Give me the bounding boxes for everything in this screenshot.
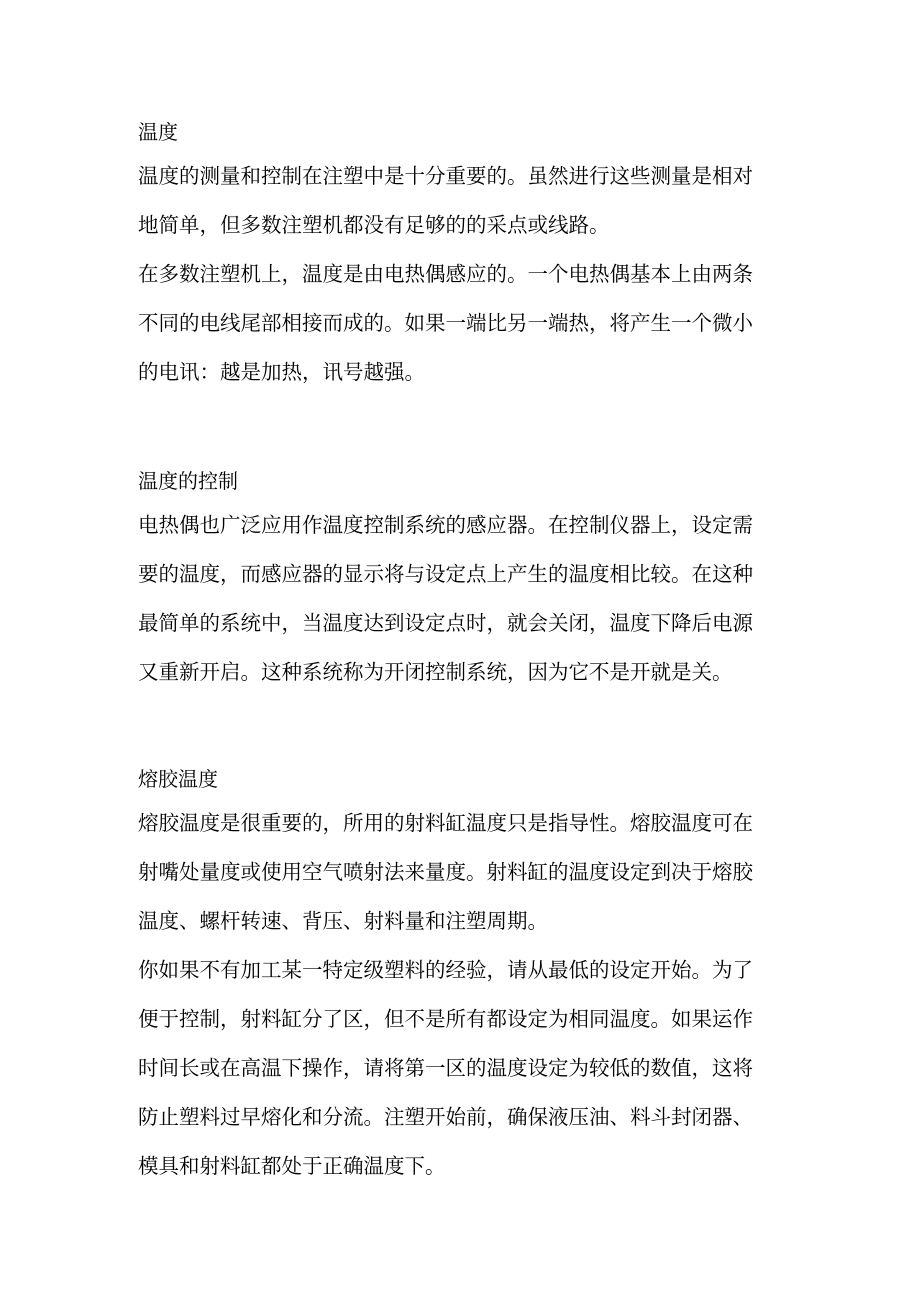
section-melt-temperature <box>138 759 793 1191</box>
text-line: 电热偶也广泛应用作温度控制系统的感应器。在控制仪器上，设定需 <box>138 513 753 537</box>
section-heading: 熔胶温度 <box>138 767 218 791</box>
text-line: 在多数注塑机上，温度是由电热偶感应的。一个电热偶基本上由两条 <box>138 262 753 286</box>
paragraph <box>138 799 793 946</box>
text-line: 防止塑料过早熔化和分流。注塑开始前，确保液压油、料斗封闭器、 <box>138 1105 753 1129</box>
section-heading: 温度的控制 <box>138 469 238 493</box>
text-line: 不同的电线尾部相接而成的。如果一端比另一端热，将产生一个微小 <box>138 311 753 335</box>
document-page <box>138 112 793 1191</box>
text-line: 你如果不有加工某一特定级塑料的经验，请从最低的设定开始。为了 <box>138 958 753 982</box>
text-line: 便于控制，射料缸分了区，但不是所有都设定为相同温度。如果运作 <box>138 1007 753 1031</box>
text-line: 要的温度，而感应器的显示将与设定点上产生的温度相比较。在这种 <box>138 562 753 586</box>
text-line: 又重新开启。这种系统称为开闭控制系统，因为它不是开就是关。 <box>138 660 733 684</box>
text-line: 地简单，但多数注塑机都没有足够的的采点或线路。 <box>138 213 610 237</box>
paragraph <box>138 152 793 250</box>
section-heading: 温度 <box>138 120 178 144</box>
section-spacer <box>138 697 793 759</box>
section-spacer <box>138 397 793 461</box>
section-temperature-control <box>138 461 793 697</box>
text-line: 最简单的系统中，当温度达到设定点时，就会关闭，温度下降后电源 <box>138 611 753 635</box>
paragraph <box>138 946 793 1191</box>
text-line: 温度、螺杆转速、背压、射料量和注塑周期。 <box>138 909 548 933</box>
text-line: 射嘴处量度或使用空气喷射法来量度。射料缸的温度设定到决于熔胶 <box>138 860 753 884</box>
text-line: 熔胶温度是很重要的，所用的射料缸温度只是指导性。熔胶温度可在 <box>138 811 753 835</box>
text-line: 模具和射料缸都处于正确温度下。 <box>138 1154 446 1178</box>
section-temperature <box>138 112 793 397</box>
paragraph <box>138 501 793 697</box>
text-line: 的电讯：越是加热，讯号越强。 <box>138 360 425 384</box>
paragraph <box>138 250 793 397</box>
text-line: 温度的测量和控制在注塑中是十分重要的。虽然进行这些测量是相对 <box>138 164 753 188</box>
text-line: 时间长或在高温下操作，请将第一区的温度设定为较低的数值，这将 <box>138 1056 753 1080</box>
